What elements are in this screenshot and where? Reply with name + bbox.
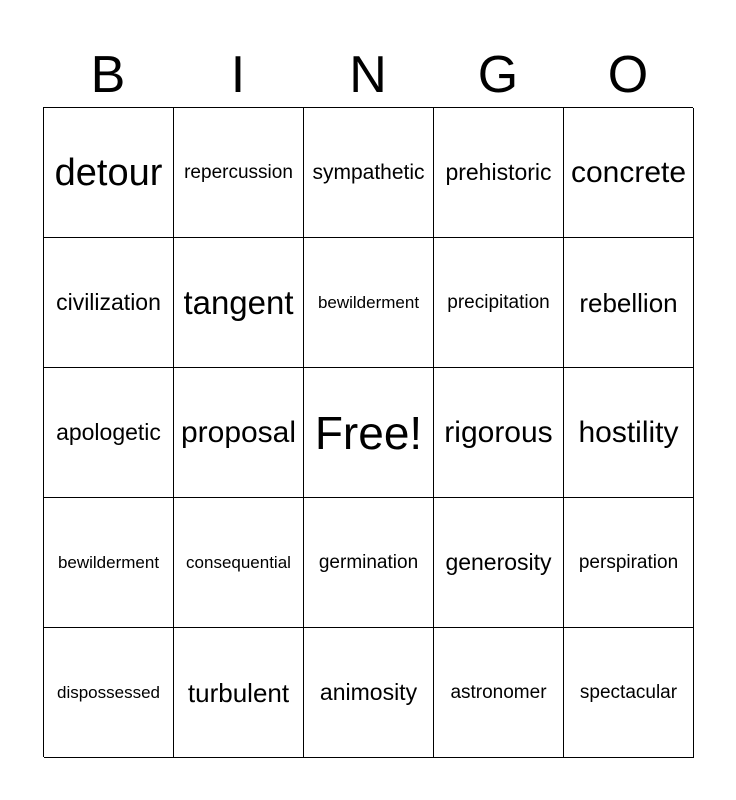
bingo-cell-r2-c3[interactable]: bewilderment [304, 238, 434, 368]
bingo-cell-r2-c5[interactable]: rebellion [564, 238, 694, 368]
bingo-cell-r1-c2[interactable]: repercussion [174, 108, 304, 238]
bingo-cell-r4-c1[interactable]: bewilderment [44, 498, 174, 628]
bingo-cell-r5-c3[interactable]: animosity [304, 628, 434, 758]
bingo-cell-r2-c2[interactable]: tangent [174, 238, 304, 368]
bingo-header [43, 44, 693, 106]
bingo-cell-r4-c3[interactable]: germination [304, 498, 434, 628]
bingo-cell-r1-c5[interactable]: concrete [564, 108, 694, 238]
bingo-cell-r4-c5[interactable]: perspiration [564, 498, 694, 628]
bingo-cell-r3-c1[interactable]: apologetic [44, 368, 174, 498]
bingo-cell-r3-c2[interactable]: proposal [174, 368, 304, 498]
bingo-cell-r4-c4[interactable]: generosity [434, 498, 564, 628]
bingo-cell-r2-c1[interactable]: civilization [44, 238, 174, 368]
bingo-cell-r1-c4[interactable]: prehistoric [434, 108, 564, 238]
bingo-cell-r5-c1[interactable]: dispossessed [44, 628, 174, 758]
bingo-cell-r2-c4[interactable]: precipitation [434, 238, 564, 368]
header-letter-i: I [230, 46, 246, 104]
header-letter-b: B [90, 46, 126, 104]
bingo-cell-r3-c5[interactable]: hostility [564, 368, 694, 498]
bingo-cell-r1-c3[interactable]: sympathetic [304, 108, 434, 238]
bingo-cell-r3-c4[interactable]: rigorous [434, 368, 564, 498]
bingo-cell-r5-c5[interactable]: spectacular [564, 628, 694, 758]
bingo-cell-r4-c2[interactable]: consequential [174, 498, 304, 628]
header-letter-g: G [477, 46, 519, 104]
bingo-cell-r5-c4[interactable]: astronomer [434, 628, 564, 758]
header-letter-o: O [607, 46, 649, 104]
bingo-cell-r1-c1[interactable]: detour [44, 108, 174, 238]
bingo-board [43, 107, 693, 757]
bingo-cell-r5-c2[interactable]: turbulent [174, 628, 304, 758]
header-letter-n: N [349, 46, 387, 104]
bingo-cell-free[interactable]: Free! [304, 368, 434, 498]
